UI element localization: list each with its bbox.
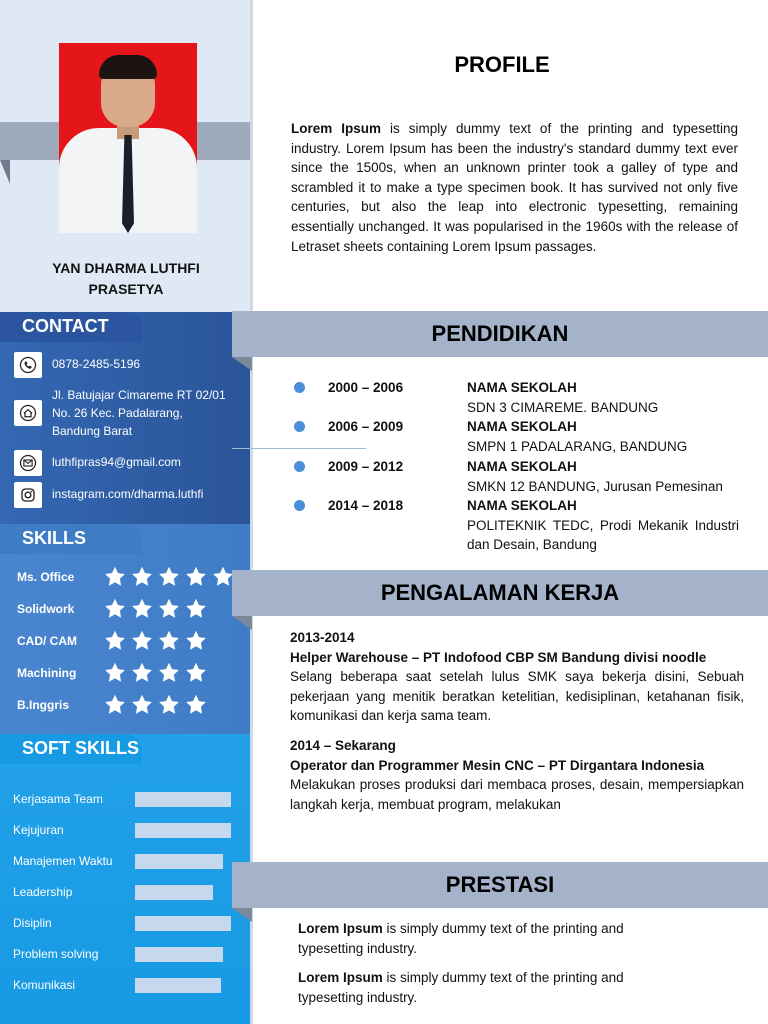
soft-skill-row <box>13 977 221 993</box>
education-school <box>429 457 739 496</box>
work-desc: Melakukan proses produksi dari membaca proses, desain, mempersiapkan langkah kerja, membuat program, melakukan <box>290 777 744 812</box>
prestasi-lead: Lorem Ipsum <box>298 921 383 936</box>
education-school-name: POLITEKNIK TEDC, Prodi Mekanik Industri dan Desain, Bandung <box>467 517 739 553</box>
education-school <box>429 378 739 417</box>
contact-instagram <box>14 482 203 508</box>
pendidikan-bar-fold <box>232 357 252 371</box>
soft-skill-row <box>13 884 213 900</box>
work-title: Helper Warehouse – PT Indofood CBP SM Bandung divisi noodle <box>290 649 707 665</box>
work-item-2 <box>290 736 744 832</box>
prestasi-bar <box>232 862 768 908</box>
soft-skill-row <box>13 853 223 869</box>
skill-rating <box>103 597 208 621</box>
contact-address <box>14 386 226 440</box>
name-line-1: YAN DHARMA LUTHFI <box>52 260 200 276</box>
prestasi-text: is simply dummy text of the printing and typesetting industry. <box>298 921 624 956</box>
skill-row <box>17 566 235 588</box>
work-years: 2014 – Sekarang <box>290 738 396 753</box>
work-item-1 <box>290 628 744 726</box>
soft-skill-label: Manajemen Waktu <box>13 854 113 868</box>
pendidikan-heading: PENDIDIKAN <box>431 321 569 346</box>
name-line-2: PRASETYA <box>88 281 164 297</box>
soft-skill-bar <box>135 823 231 838</box>
address-line-3: Bandung Barat <box>52 424 133 438</box>
star-icon <box>103 661 127 685</box>
prestasi-lead: Lorem Ipsum <box>298 970 383 985</box>
education-school-name: SMKN 12 BANDUNG, Jurusan Pemesinan <box>467 478 723 494</box>
star-icon <box>157 693 181 717</box>
education-label: NAMA SEKOLAH <box>467 459 577 474</box>
skill-label: B.Inggris <box>17 698 70 712</box>
profile-lead: Lorem Ipsum <box>291 121 381 136</box>
education-label: NAMA SEKOLAH <box>467 498 577 513</box>
education-item <box>290 496 750 555</box>
address-line-2: No. 26 Kec. Padalarang, <box>52 406 183 420</box>
profile-heading: PROFILE <box>454 52 550 77</box>
skill-row <box>17 630 208 652</box>
soft-skill-row <box>13 822 231 838</box>
education-years: 2000 – 2006 <box>328 380 404 395</box>
education-years: 2014 – 2018 <box>328 498 404 513</box>
star-icon <box>184 661 208 685</box>
education-label: NAMA SEKOLAH <box>467 380 577 395</box>
star-icon <box>103 565 127 589</box>
education-years: 2006 – 2009 <box>328 419 404 434</box>
star-icon <box>184 597 208 621</box>
contact-email <box>14 450 181 476</box>
star-icon <box>130 629 154 653</box>
education-school <box>429 417 739 456</box>
soft-skill-label: Kejujuran <box>13 823 64 837</box>
skill-row <box>17 598 208 620</box>
skill-label: Machining <box>17 666 77 680</box>
soft-skill-row <box>13 791 231 807</box>
skill-rating <box>103 693 208 717</box>
star-icon <box>103 629 127 653</box>
star-icon <box>157 597 181 621</box>
profile-text <box>291 119 738 256</box>
star-icon <box>157 661 181 685</box>
education-item <box>290 417 750 456</box>
soft-skill-bar <box>135 792 231 807</box>
soft-skill-bar <box>135 978 221 993</box>
education-label: NAMA SEKOLAH <box>467 419 577 434</box>
star-icon <box>184 565 208 589</box>
skill-row <box>17 662 208 684</box>
prestasi-text: is simply dummy text of the printing and typesetting industry. <box>298 970 624 1005</box>
skill-label: Solidwork <box>17 602 75 616</box>
soft-skill-label: Komunikasi <box>13 978 76 992</box>
soft-skill-label: Leadership <box>13 885 73 899</box>
profile-photo <box>59 43 197 233</box>
profile-body: is simply dummy text of the printing and typesetting industry. Lorem Ipsum has been the industry's standard dummy text ever since the 1500s, when an unknown printer took a galley of type and scrambled it to make a type specimen book. It has survived not only five centuries, but also the leap into electronic typesetting, remaining essentially unchanged. It was popularised in the 1960s with the release of Letraset sheets containing Lorem Ipsum passages. <box>291 121 738 254</box>
soft-skill-bar <box>135 854 223 869</box>
phone-text[interactable]: 0878-2485-5196 <box>52 357 141 371</box>
prestasi-item-2 <box>298 968 678 1007</box>
pendidikan-bar <box>232 311 768 357</box>
prestasi-heading: PRESTASI <box>445 872 555 897</box>
soft-skill-bar <box>135 947 223 962</box>
skill-row <box>17 694 208 716</box>
pengalaman-bar <box>232 570 768 616</box>
soft-skill-row <box>13 915 231 931</box>
star-icon <box>103 693 127 717</box>
mail-icon <box>14 450 42 476</box>
education-item <box>290 457 750 496</box>
pengalaman-bar-fold <box>232 616 252 630</box>
skill-rating <box>103 565 235 589</box>
soft-skills-heading: SOFT SKILLS <box>0 734 142 764</box>
work-years: 2013-2014 <box>290 630 355 645</box>
instagram-text[interactable]: instagram.com/dharma.luthfi <box>52 487 204 501</box>
prestasi-bar-fold <box>232 908 252 922</box>
education-school-name: SMPN 1 PADALARANG, BANDUNG <box>467 438 688 454</box>
education-school-name: SDN 3 CIMAREME. BANDUNG <box>467 399 659 415</box>
person-name <box>20 258 232 300</box>
star-icon <box>157 629 181 653</box>
soft-skill-label: Kerjasama Team <box>13 792 103 806</box>
soft-skill-label: Problem solving <box>13 947 99 961</box>
star-icon <box>184 693 208 717</box>
skill-label: Ms. Office <box>17 570 75 584</box>
ribbon-fold <box>0 160 10 184</box>
soft-skill-label: Disiplin <box>13 916 52 930</box>
soft-skill-bar <box>135 885 213 900</box>
contact-phone <box>14 352 140 378</box>
star-icon <box>157 565 181 589</box>
education-years: 2009 – 2012 <box>328 459 404 474</box>
pengalaman-heading: PENGALAMAN KERJA <box>380 580 620 605</box>
star-icon <box>130 597 154 621</box>
star-icon <box>103 597 127 621</box>
work-title: Operator dan Programmer Mesin CNC – PT Dirgantara Indonesia <box>290 757 705 773</box>
contact-heading: CONTACT <box>0 312 142 342</box>
soft-skill-bar <box>135 916 231 931</box>
phone-icon <box>14 352 42 378</box>
skills-heading: SKILLS <box>0 524 142 554</box>
email-text[interactable]: luthfipras94@gmail.com <box>52 455 181 469</box>
work-desc: Selang beberapa saat setelah lulus SMK saya bekerja disini, Sebuah pekerjaan yang menitik beratkan ketelitian, kedisiplinan, ketahanan fisik, komunikasi dan kerja sama team. <box>290 669 744 724</box>
star-icon <box>130 693 154 717</box>
star-icon <box>130 565 154 589</box>
star-icon <box>184 629 208 653</box>
star-icon <box>130 661 154 685</box>
address-line-1: Jl. Batujajar Cimareme RT 02/01 <box>52 388 226 402</box>
skill-rating <box>103 661 208 685</box>
skill-rating <box>103 629 208 653</box>
home-icon <box>14 400 42 426</box>
soft-skill-row <box>13 946 223 962</box>
prestasi-item-1 <box>298 919 678 958</box>
education-item <box>290 378 750 417</box>
education-school <box>429 496 739 555</box>
skill-label: CAD/ CAM <box>17 634 77 648</box>
instagram-icon <box>14 482 42 508</box>
